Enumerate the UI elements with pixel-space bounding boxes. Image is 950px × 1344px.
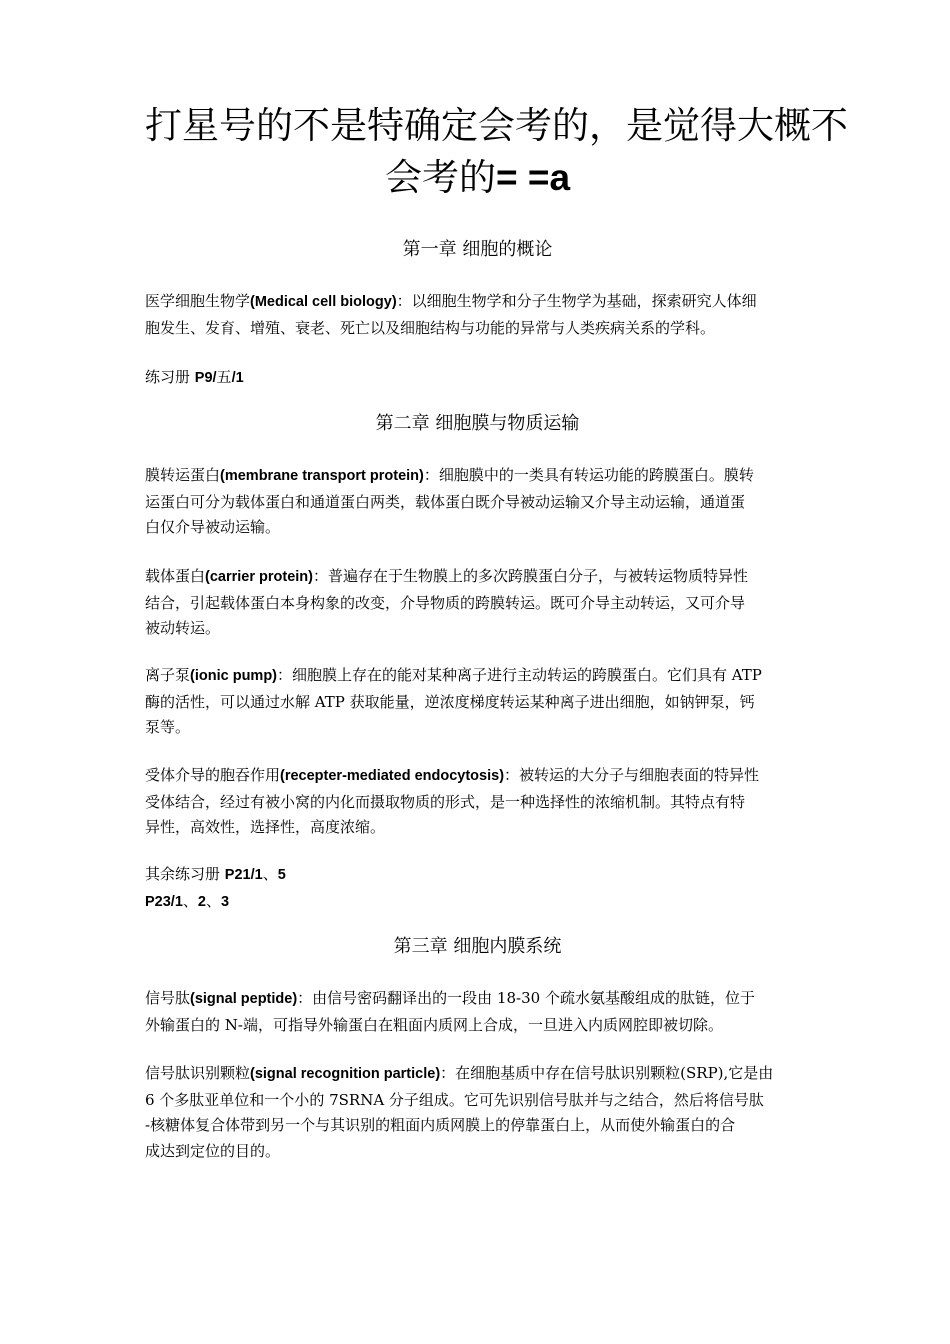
separator: 、: [262, 865, 278, 883]
exercise-section: 五: [216, 368, 232, 386]
definition-text: ：细胞膜上存在的能对某种离子进行主动转运的跨膜蛋白。它们具有 ATP: [277, 666, 762, 684]
chapter-3-paragraph-1: [145, 986, 810, 1038]
definition-text: ：细胞膜中的一类具有转运功能的跨膜蛋白。膜转: [423, 466, 754, 484]
paragraph-line: [145, 365, 810, 392]
title-line-2-suffix: = =a: [495, 157, 571, 198]
chapter-2-paragraph-3: [145, 663, 810, 741]
term-english: (membrane transport protein): [220, 468, 424, 484]
paragraph-line: 胞发生、发育、增殖、衰老、死亡以及细胞结构与功能的异常与人类疾病关系的学科。: [145, 318, 716, 337]
exercise-item: 5: [277, 867, 286, 883]
exercise-page: P9/: [194, 370, 217, 386]
paragraph-line: [145, 889, 810, 916]
chapter-3-heading: 第三章 细胞内膜系统: [393, 936, 562, 957]
definition-text: ：以细胞生物学和分子生物学为基础，探索研究人体细: [396, 292, 757, 310]
paragraph-line: 6 个多肽亚单位和一个小的 7SRNA 分子组成。它可先识别信号肽并与之结合，然后将信号肽: [145, 1090, 764, 1109]
separator: 、: [206, 891, 222, 910]
paragraph-line: 酶的活性，可以通过水解 ATP 获取能量，逆浓度梯度转运某种离子进出细胞，如钠钾泵，钙: [145, 692, 755, 711]
exercise-item: /1: [231, 370, 244, 386]
exercise-item: 3: [221, 893, 230, 910]
term-english: (signal recognition particle): [250, 1066, 441, 1082]
term-english: (recepter-mediated endocytosis): [280, 768, 505, 784]
definition-text: ：普遍存在于生物膜上的多次跨膜蛋白分子，与被转运物质特异性: [313, 567, 749, 585]
title-line-2-prefix: 会考的: [384, 156, 496, 199]
exercise-prefix: 练习册: [145, 368, 195, 386]
title-line-2: [145, 152, 810, 204]
paragraph-line: -核糖体复合体带到另一个与其识别的粗面内质网膜上的停靠蛋白上，从而使外输蛋白的合: [145, 1116, 736, 1134]
term-chinese: 信号肽: [145, 989, 191, 1007]
term-english: (carrier protein): [205, 569, 313, 585]
chapter-2-paragraph-4: [145, 763, 810, 841]
paragraph-line: 异性，高效性，选择性，高度浓缩。: [145, 818, 386, 836]
term-chinese: 载体蛋白: [145, 567, 206, 585]
paragraph-line: 结合，引起载体蛋白本身构象的改变，介导物质的跨膜转运。既可介导主动转运，又可介导: [145, 593, 746, 612]
definition-text: ：在细胞基质中存在信号肽识别颗粒(SRP),它是由: [440, 1064, 774, 1082]
term-chinese: 信号肽识别颗粒: [145, 1064, 251, 1082]
chapter-2-paragraph-1: [145, 463, 810, 541]
paragraph-line: 白仅介导被动运输。: [145, 518, 281, 536]
separator: 、: [182, 891, 198, 910]
chapter-3-paragraph-2: [145, 1061, 810, 1164]
paragraph-line: 成达到定位的目的。: [145, 1141, 281, 1160]
exercise-item: 2: [197, 893, 206, 910]
term-chinese: 受体介导的胞吞作用: [145, 766, 281, 784]
paragraph-line: 被动转运。: [145, 619, 221, 637]
exercise-prefix: 其余练习册: [145, 865, 225, 883]
paragraph-line: 运蛋白可分为载体蛋白和通道蛋白两类，载体蛋白既介导被动运输又介导主动运输，通道蛋: [145, 492, 746, 511]
chapter-2-paragraph-2: [145, 564, 810, 642]
paragraph-line: 外输蛋白的 N-端，可指导外输蛋白在粗面内质网上合成，一旦进入内质网腔即被切除。: [145, 1015, 723, 1034]
term-english: (signal peptide): [190, 991, 298, 1007]
term-english: (Medical cell biology): [250, 294, 397, 310]
paragraph-line: [145, 1061, 810, 1088]
exercise-page: P21/1: [224, 867, 263, 883]
paragraph-line: [145, 463, 810, 490]
chapter-2-exercise-ref: [145, 862, 810, 915]
term-chinese: 离子泵: [145, 666, 191, 684]
paragraph-line: [145, 986, 810, 1013]
paragraph-line: [145, 289, 810, 316]
term-english: (ionic pump): [190, 668, 278, 684]
paragraph-line: [145, 663, 810, 690]
chapter-1-exercise-ref: [145, 365, 810, 392]
chapter-1-heading: 第一章 细胞的概论: [402, 239, 553, 260]
exercise-page: P23/1: [145, 893, 183, 910]
term-chinese: 膜转运蛋白: [145, 466, 221, 484]
definition-text: ：被转运的大分子与细胞表面的特异性: [504, 766, 760, 784]
title-line-1: 打星号的不是特确定会考的，是觉得大概不: [145, 104, 848, 147]
paragraph-line: [145, 763, 810, 790]
page-title: [145, 100, 848, 204]
paragraph-line: [145, 564, 810, 591]
chapter-1-paragraph-1: [145, 289, 810, 341]
paragraph-line: 泵等。: [145, 718, 191, 736]
definition-text: ：由信号密码翻译出的一段由 18-30 个疏水氨基酸组成的肽链，位于: [297, 989, 755, 1007]
paragraph-line: [145, 862, 810, 889]
term-chinese: 医学细胞生物学: [145, 292, 251, 310]
paragraph-line: 受体结合，经过有被小窝的内化而摄取物质的形式，是一种选择性的浓缩机制。其特点有特: [145, 792, 746, 811]
chapter-2-heading: 第二章 细胞膜与物质运输: [375, 413, 580, 434]
